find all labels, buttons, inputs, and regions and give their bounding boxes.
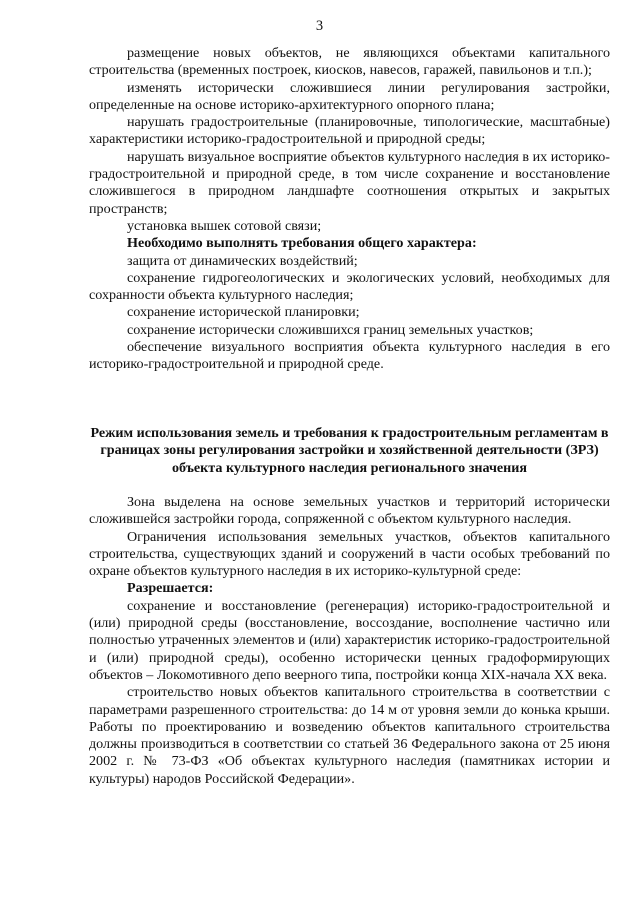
- list-item: нарушать градостроительные (планировочные, типологические, масштабные) характеристики историко-градостроительной и природной среды;: [89, 114, 610, 148]
- list-item: сохранение и восстановление (регенерация) историко-градостроительной и (или) природной среды (восстановление, воссоздание, восполнение частично или полностью утраченных элементов и (или) характеристик историко-градостроительной и (или) природной среды), особенно исторически ценных градоформирующих объектов – Локомотивного депо веерного типа, постройки конца XIX-начала XX века.: [89, 597, 610, 683]
- list-item: нарушать визуальное восприятие объектов культурного наследия в их историко-градостроительной и природной среде, в том числе сохранение и восстановление сложившегося в природном ландшафте соотношения открытых и закрытых пространств;: [89, 148, 610, 217]
- general-requirements-heading: Необходимо выполнять требования общего характера:: [127, 235, 477, 252]
- list-item: сохранение гидрогеологических и экологических условий, необходимых для сохранности объекта культурного наследия;: [89, 269, 610, 304]
- list-item: изменять исторически сложившиеся линии регулирования застройки, определенные на основе историко-архитектурного опорного плана;: [89, 79, 610, 113]
- list-item: размещение новых объектов, не являющихся объектами капитального строительства (временных построек, киосков, навесов, гаражей, павильонов и т.п.);: [89, 45, 610, 79]
- list-item: сохранение исторической планировки;: [127, 304, 360, 321]
- section-heading: Режим использования земель и требования к градостроительным регламентам в границах зоны регулирования застройки и хозяйственной деятельности (ЗРЗ) объекта культурного наследия регионального значения: [90, 425, 609, 476]
- list-item: сохранение исторически сложившихся границ земельных участков;: [127, 321, 534, 338]
- list-item: установка вышек сотовой связи;: [127, 217, 322, 234]
- list-item: защита от динамических воздействий;: [127, 252, 358, 269]
- allowed-heading: Разрешается:: [127, 580, 214, 597]
- page-number: 3: [315, 18, 324, 34]
- list-item: строительство новых объектов капитального строительства в соответствии с параметрами разрешенного строительства: до 14 м от уровня земли до конька крыши. Работы по проектированию и возведению объектов капитального строительства должны производиться в соответствии со статьей 36 Федерального закона от 25 июня 2002 г. № 73-ФЗ «Об объектах культурного наследия (памятниках истории и культуры) народов Российской Федерации».: [89, 684, 610, 787]
- restrictions-list: [89, 45, 610, 374]
- list-item: обеспечение визуального восприятия объекта культурного наследия в его историко-градостроительной и природной среде.: [89, 339, 610, 373]
- paragraph: Зона выделена на основе земельных участков и территорий исторически сложившейся застройки города, сопряженной с объектом культурного наследия.: [89, 494, 610, 528]
- zone-section: [89, 494, 610, 788]
- paragraph: Ограничения использования земельных участков, объектов капитального строительства, существующих зданий и сооружений в части особых требований по охране объектов культурного наследия в их историко-культурной среде:: [89, 528, 610, 580]
